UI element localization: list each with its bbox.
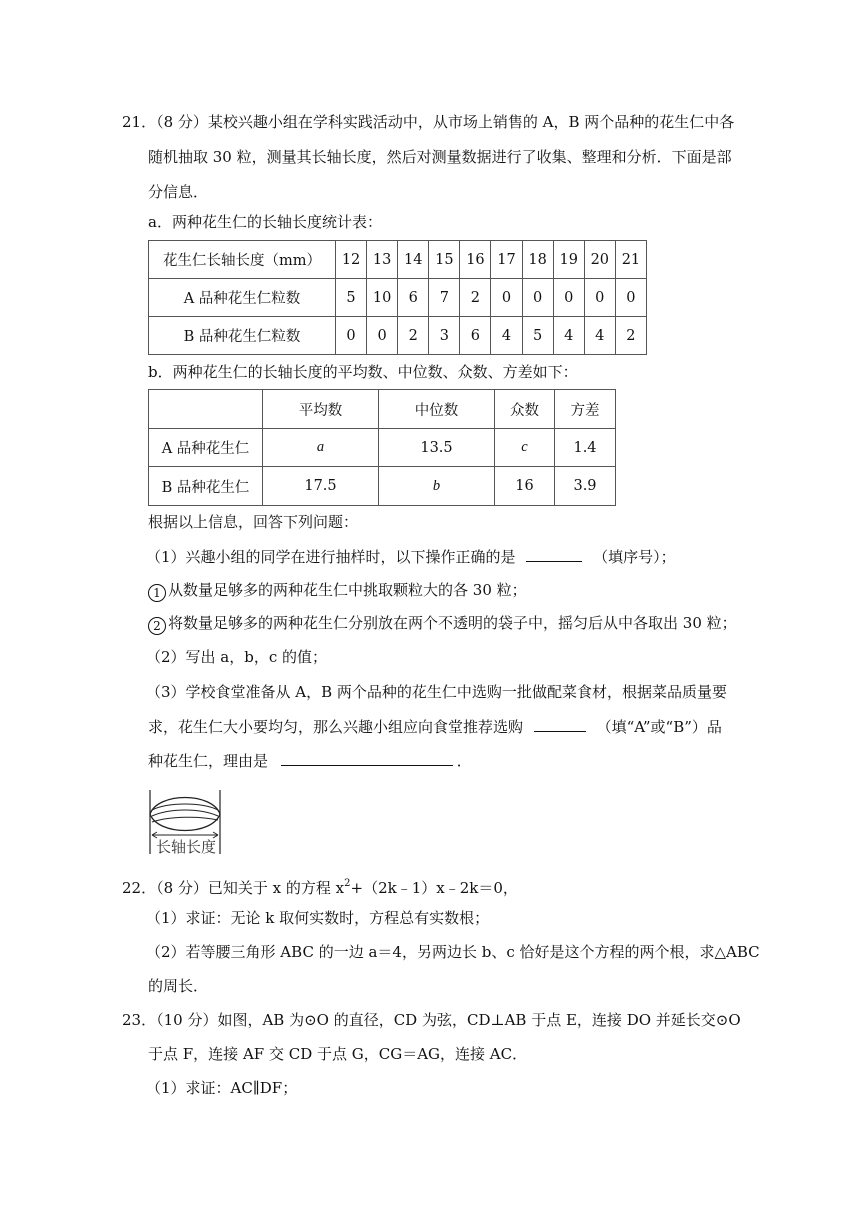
table1-cell: 2	[398, 317, 429, 355]
q21-sub3-reason-label: 种花生仁，理由是	[148, 752, 269, 770]
circled-number-1: 1	[148, 584, 166, 602]
table1-cell: 2	[615, 317, 646, 355]
figure-label: 长轴长度	[156, 838, 217, 856]
table1-cell: 0	[491, 279, 522, 317]
part-b-heading: b．两种花生仁的长轴长度的平均数、中位数、众数、方差如下：	[148, 363, 578, 381]
length-count-table	[148, 240, 647, 355]
q21-sub1-text: （1）兴趣小组的同学在进行抽样时，以下操作正确的是	[146, 548, 516, 566]
table1-header-cell: 16	[460, 241, 491, 279]
table2-cell: 17.5	[263, 467, 379, 506]
part-a-heading: a．两种花生仁的长轴长度统计表：	[148, 213, 382, 231]
q23-sub1: （1）求证：AC∥DF；	[146, 1079, 298, 1097]
table2-header-cell: 平均数	[263, 390, 379, 429]
table1-cell: 0	[553, 279, 584, 317]
q21-sub1-tail: （填序号）；	[593, 548, 676, 566]
table1-cell: 2	[460, 279, 491, 317]
q21-sub3-line3	[148, 750, 472, 771]
answer-blank-1	[526, 546, 582, 562]
table1-row-b	[149, 317, 647, 355]
table1-row-a	[149, 279, 647, 317]
table2-header-cell	[149, 390, 263, 429]
table1-cell: 5	[336, 279, 367, 317]
table2-header-cell: 众数	[495, 390, 555, 429]
table1-header-row	[149, 241, 647, 279]
peanut-figure	[146, 788, 226, 860]
table2-header-row	[149, 390, 616, 429]
q21-line2: 随机抽取 30 粒，测量其长轴长度，然后对测量数据进行了收集、整理和分析．下面是部	[148, 148, 732, 166]
option-1	[148, 580, 527, 602]
table2-cell: a	[263, 429, 379, 467]
answer-blank-3	[281, 750, 453, 766]
table2-cell: 16	[495, 467, 555, 506]
table1-cell: 0	[336, 317, 367, 355]
table1-cell: 0	[367, 317, 398, 355]
table1-cell: 3	[429, 317, 460, 355]
table1-cell: 7	[429, 279, 460, 317]
table1-header-cell: 17	[491, 241, 522, 279]
q23-line1: 23．（10 分）如图，AB 为⊙O 的直径，CD 为弦，CD⊥AB 于点 E，连接 DO 并延长交⊙O	[122, 1011, 741, 1029]
q22-line1	[122, 874, 518, 898]
q23-line2: 于点 F，连接 AF 交 CD 于点 G，CG＝AG，连接 AC．	[148, 1045, 528, 1063]
table1-cell: 0	[615, 279, 646, 317]
option-2-text: 将数量足够多的两种花生仁分别放在两个不透明的袋子中，摇匀后从中各取出 30 粒；	[168, 614, 737, 632]
table1-cell: A 品种花生仁粒数	[149, 279, 336, 317]
table1-header-cell: 19	[553, 241, 584, 279]
q22-line1-post: +（2k﹣1）x﹣2k＝0，	[350, 879, 518, 897]
table1-cell: 0	[584, 279, 615, 317]
q21-sub3-line1: （3）学校食堂准备从 A，B 两个品种的花生仁中选购一批做配菜食材，根据菜品质量要	[146, 683, 727, 701]
q22-sub2: （2）若等腰三角形 ABC 的一边 a＝4，另两边长 b、c 恰好是这个方程的两个根，求△ABC	[146, 943, 760, 961]
q22-line1-pre: 22．（8 分）已知关于 x 的方程 x	[122, 879, 345, 897]
table1-cell: 6	[398, 279, 429, 317]
table2-cell: 13.5	[379, 429, 495, 467]
statistics-table	[148, 389, 616, 506]
table2-cell: c	[495, 429, 555, 467]
table1-cell: 0	[522, 279, 553, 317]
q21-sub1	[146, 546, 676, 567]
table2-header-cell: 中位数	[379, 390, 495, 429]
table2-row-b	[149, 467, 616, 506]
q22-sub2-cont: 的周长．	[148, 977, 209, 995]
table1-cell: 6	[460, 317, 491, 355]
prompt-text: 根据以上信息，回答下列问题：	[148, 513, 359, 531]
q22-sub1: （1）求证：无论 k 取何实数时，方程总有实数根；	[146, 909, 490, 927]
table1-header-cell: 13	[367, 241, 398, 279]
table1-cell: B 品种花生仁粒数	[149, 317, 336, 355]
table2-cell: 1.4	[555, 429, 616, 467]
q22-exponent: 2	[344, 878, 351, 889]
q21-sub3-text: 求，花生仁大小要均匀，那么兴趣小组应向食堂推荐选购	[148, 718, 524, 736]
answer-blank-2	[534, 716, 586, 732]
table2-header-cell: 方差	[555, 390, 616, 429]
table1-header-cell: 20	[584, 241, 615, 279]
q21-sub2: （2）写出 a，b，c 的值；	[146, 648, 328, 666]
table2-row-a	[149, 429, 616, 467]
q21-sub3-choice: （填“A”或“B”）品	[596, 718, 722, 736]
table1-cell: 4	[491, 317, 522, 355]
table1-header-cell: 花生仁长轴长度（mm）	[149, 241, 336, 279]
table2-cell: 3.9	[555, 467, 616, 506]
q21-sub3-end: ．	[456, 752, 472, 770]
option-2	[148, 613, 737, 635]
option-1-text: 从数量足够多的两种花生仁中挑取颗粒大的各 30 粒；	[168, 581, 527, 599]
table1-header-cell: 18	[522, 241, 553, 279]
table1-cell: 4	[553, 317, 584, 355]
q21-sub3-line2	[148, 716, 722, 737]
table1-cell: 10	[367, 279, 398, 317]
circled-number-2: 2	[148, 617, 166, 635]
table2-cell: B 品种花生仁	[149, 467, 263, 506]
q21-line3: 分信息．	[148, 183, 209, 201]
table1-header-cell: 12	[336, 241, 367, 279]
q21-line1: 21．（8 分）某校兴趣小组在学科实践活动中，从市场上销售的 A，B 两个品种的花生仁中各	[122, 113, 735, 131]
table1-header-cell: 21	[615, 241, 646, 279]
table1-cell: 5	[522, 317, 553, 355]
table1-cell: 4	[584, 317, 615, 355]
table2-cell: b	[379, 467, 495, 506]
table1-header-cell: 14	[398, 241, 429, 279]
table2-cell: A 品种花生仁	[149, 429, 263, 467]
table1-header-cell: 15	[429, 241, 460, 279]
